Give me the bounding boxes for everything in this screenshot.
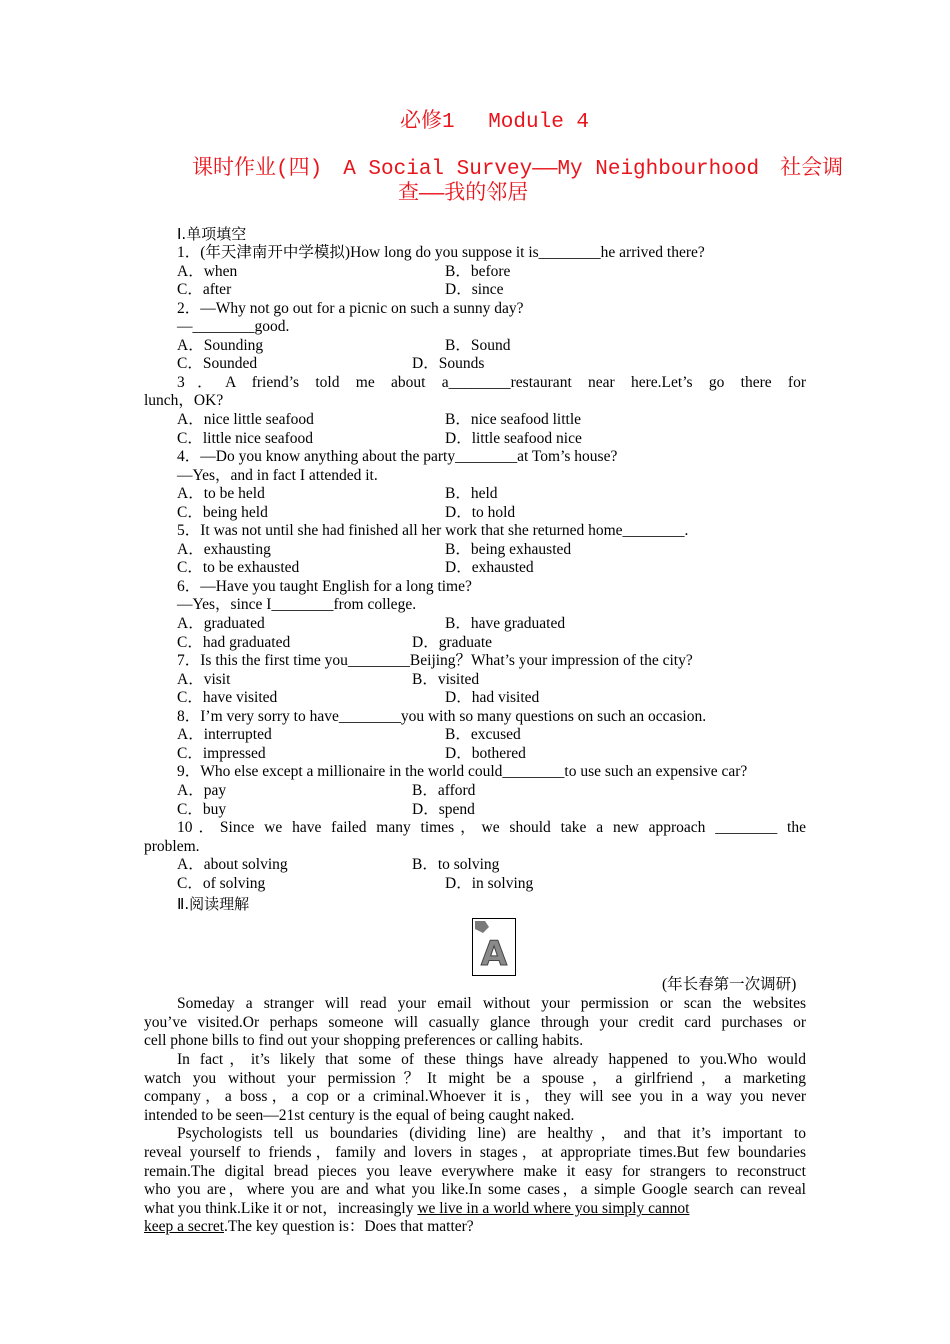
question-9-option-C: C．buy [177,800,227,818]
question-5-option-D: D．exhausted [445,559,534,577]
question-8-option-C: C．impressed [177,744,266,762]
question-5-option-C: C．to be exhausted [177,559,300,577]
question-6-option-D: D．graduate [412,633,493,651]
question-3-option-C: C．little nice seafood [177,429,314,447]
para2-line1: In fact，it’s likely that some of these things have already happened to you.Who would [177,1051,806,1068]
question-2-stem: —________good. [177,318,290,336]
question-10-stem: problem. [144,837,200,855]
question-4-option-B: B．held [445,485,498,503]
question-1-option-C: C．after [177,281,232,299]
logo-letter: A [480,934,508,974]
question-8-option-D: D．bothered [445,744,526,762]
question-1-option-D: D．since [445,281,504,299]
question-8-stem: 8．I’m very sorry to have________you with so many questions on such an occasion. [177,707,707,725]
passage-source: (年长春第一次调研) [662,976,797,993]
question-10-stem: 10．Since we have failed many times，we should take a new approach ________ the [177,819,806,837]
question-9-stem: 9．Who else except a millionaire in the world could________to use such an expensive car? [177,763,748,781]
para2-line4: intended to be seen—21st century is the equal of being caught naked. [144,1107,575,1124]
question-8-option-A: A．interrupted [177,726,272,744]
splash-icon [475,921,489,933]
question-5-option-B: B．being exhausted [445,540,572,558]
passage-a-logo [472,918,516,976]
question-9-option-B: B．afford [412,781,476,799]
question-4-option-C: C．being held [177,503,268,521]
question-1-option-B: B．before [445,262,511,280]
para3-line5 [144,1200,689,1218]
question-7-stem: 7．Is this the first time you________Beijing？What’s your impression of the city? [177,652,693,670]
question-6-stem: 6．—Have you taught English for a long time? [177,577,472,595]
section-1-title: Ⅰ.单项填空 [177,225,247,243]
question-8-option-B: B．excused [445,726,521,744]
para3-line6 [144,1218,474,1236]
question-3-stem: lunch，OK? [144,392,224,410]
question-2-option-D: D．Sounds [412,355,485,373]
question-5-option-A: A．exhausting [177,540,271,558]
question-10-option-C: C．of solving [177,874,266,892]
module-title: 必修1 Module 4 [400,111,590,134]
para1-line3: cell phone bills to find out your shopping preferences or calling habits. [144,1032,584,1049]
para1-line2: you’ve visited.Or perhaps someone will casually glance through your credit card purchases or [144,1014,806,1031]
para3-line2: reveal yourself to friends，family and lovers in stages，at appropriate times.But few boundaries [144,1144,806,1161]
para3-line4: who you are，where you are and what you like.In some cases，a simple Google search can reveal [144,1181,806,1198]
question-5-stem: 5．It was not until she had finished all her work that she returned home________. [177,522,689,540]
question-3-stem: 3．A friend’s told me about a________restaurant near here.Let’s go there for [177,373,806,391]
question-4-stem: —Yes，and in fact I attended it. [177,466,378,484]
question-10-option-A: A．about solving [177,856,288,874]
question-2-option-B: B．Sound [445,336,511,354]
underlined-sentence-end: keep a secret [144,1218,225,1235]
question-6-option-B: B．have graduated [445,615,566,632]
para2-line3: company，a boss，a cop or a criminal.Whoever it is，they will see you in a way you never [144,1088,806,1105]
para3-line1: Psychologists tell us boundaries (dividing line) are healthy，and that it’s important to [177,1125,806,1142]
question-9-option-A: A．pay [177,781,227,799]
question-10-option-D: D．in solving [445,874,534,892]
lesson-title: 课时作业(四) A Social Survey——My Neighbourhood 社会调 [192,158,844,181]
para3-line5-text: what you think.Like it or not，increasingly [144,1200,418,1217]
question-3-option-D: D．little seafood nice [445,429,582,447]
question-2-option-A: A．Sounding [177,336,264,354]
question-10-option-B: B．to solving [412,856,500,874]
question-1-stem: 1．(年天津南开中学模拟)How long do you suppose it is________he arrived there? [177,244,705,261]
para3-line3: remain.The digital bread pieces you leave everywhere make it easy for strangers to reconstruct [144,1163,806,1180]
question-3-option-B: B．nice seafood little [445,410,582,428]
question-2-stem: 2．—Why not go out for a picnic on such a sunny day? [177,299,524,317]
question-7-option-B: B．visited [412,670,480,688]
question-7-option-D: D．had visited [445,689,540,707]
question-4-option-D: D．to hold [445,503,516,521]
question-4-stem: 4．—Do you know anything about the party________at Tom’s house? [177,448,618,466]
question-2-option-C: C．Sounded [177,355,258,373]
question-9-option-D: D．spend [412,800,475,818]
question-3-option-A: A．nice little seafood [177,410,314,428]
para3-line6-text: .The key question is：Does that matter? [224,1218,474,1235]
lesson-title-cont: 查——我的邻居 [398,183,529,206]
underlined-sentence: we live in a world where you simply cannot [417,1200,690,1217]
question-4-option-A: A．to be held [177,485,265,503]
question-6-option-A: A．graduated [177,615,265,632]
question-6-option-C: C．had graduated [177,633,291,651]
question-7-option-A: A．visit [177,670,231,688]
question-6-stem: —Yes，since I________from college. [177,596,417,614]
para1-line1: Someday a stranger will read your email without your permission or scan the websites [177,995,806,1012]
para2-line2: watch you without your permission？It might be a spouse，a girlfriend，a marketing [144,1070,806,1087]
question-1-option-A: A．when [177,262,238,280]
section-2-title: Ⅱ.阅读理解 [177,895,250,913]
question-7-option-C: C．have visited [177,689,278,707]
